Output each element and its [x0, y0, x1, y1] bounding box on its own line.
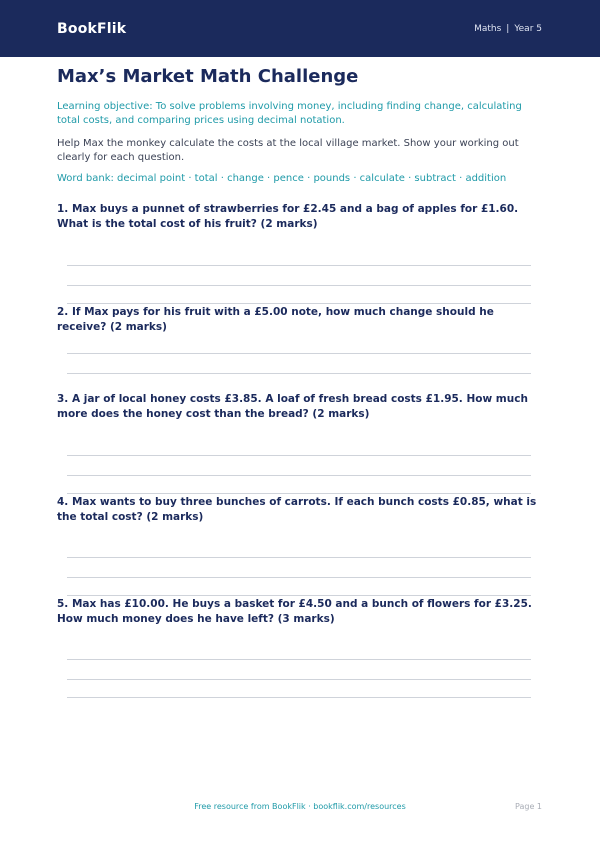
answer-line[interactable]: [67, 493, 531, 494]
page-footer: [0, 802, 600, 814]
brand-logo[interactable]: BookFlik: [57, 20, 127, 37]
page-title: Max’s Market Math Challenge: [57, 66, 359, 87]
answer-line[interactable]: [67, 353, 531, 354]
answer-line[interactable]: [67, 265, 531, 266]
separator: |: [506, 23, 510, 34]
question-4: 4. Max wants to buy three bunches of carrots. If each bunch costs £0.85, what is the total cost? (2 marks): [57, 496, 537, 523]
question-2: 2. If Max pays for his fruit with a £5.00 note, how much change should he receive? (2 marks): [57, 306, 494, 333]
answer-line[interactable]: [67, 577, 531, 578]
subject-label: Maths: [474, 23, 502, 34]
subject-year-label: [474, 24, 542, 34]
question-5: 5. Max has £10.00. He buys a basket for £4.50 and a bunch of flowers for £3.25. How much money does he have left? (3 marks): [57, 598, 532, 625]
answer-line[interactable]: [67, 557, 531, 558]
footer-source-link[interactable]: Free resource from BookFlik · bookflik.com/resources: [194, 802, 406, 811]
question-1: 1. Max buys a punnet of strawberries for £2.45 and a bag of apples for £1.60. What is the total cost of his fruit? (2 marks): [57, 203, 519, 230]
answer-line[interactable]: [67, 285, 531, 286]
intro-text: Help Max the monkey calculate the costs at the local village market. Show your working out clearly for each question.: [57, 138, 519, 163]
answer-line[interactable]: [67, 373, 531, 374]
answer-line[interactable]: [67, 595, 531, 596]
answer-line[interactable]: [67, 679, 531, 680]
word-bank: Word bank: decimal point · total · change · pence · pounds · calculate · subtract · addition: [57, 173, 507, 184]
question-3: 3. A jar of local honey costs £3.85. A loaf of fresh bread costs £1.95. How much more does the honey cost than the bread? (2 marks): [57, 393, 528, 420]
answer-line[interactable]: [67, 303, 531, 304]
year-label: Year 5: [514, 23, 542, 34]
answer-line[interactable]: [67, 659, 531, 660]
page-header: [0, 0, 600, 57]
answer-line[interactable]: [67, 697, 531, 698]
answer-line[interactable]: [67, 475, 531, 476]
learning-objective: Learning objective: To solve problems involving money, including finding change, calculating total costs, and comparing prices using decimal notation.: [57, 101, 522, 126]
page-number: Page 1: [515, 802, 542, 811]
answer-line[interactable]: [67, 455, 531, 456]
